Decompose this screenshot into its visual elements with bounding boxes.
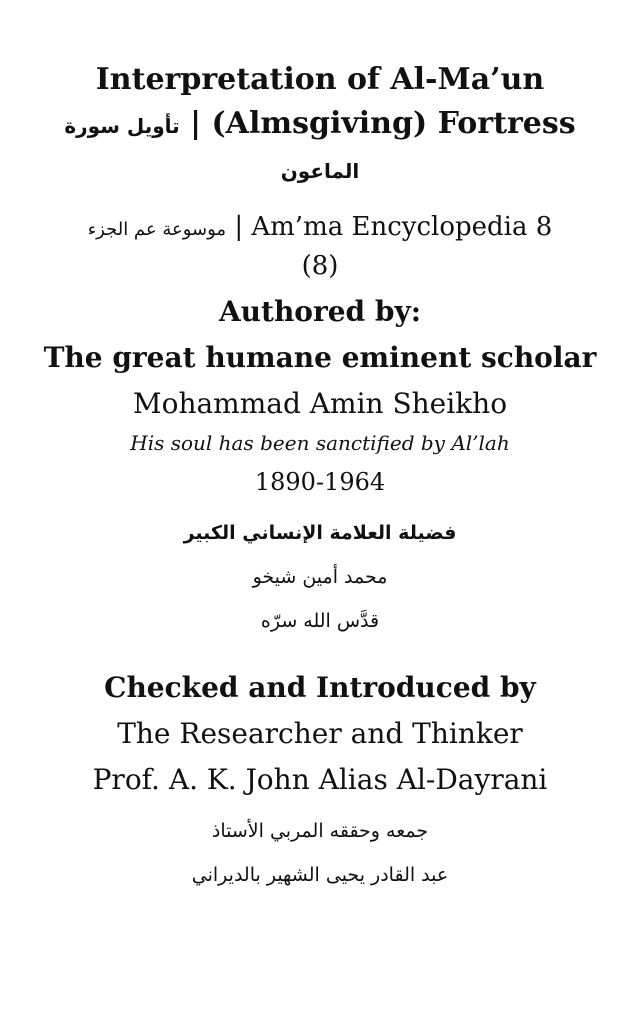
editor-name-arabic: عبد القادر يحيى الشهير بالديراني — [191, 864, 449, 886]
editor-role-arabic: جمعه وحققه المربي الأستاذ — [211, 820, 429, 842]
author-heading: Authored by: — [218, 295, 422, 328]
author-name: Mohammad Amin Sheikho — [132, 387, 508, 420]
series-number: (8) — [301, 251, 339, 281]
series-arabic: موسوعة عم الجزء — [87, 219, 227, 240]
editor-heading: Checked and Introduced by — [104, 671, 536, 704]
title-separator: | — [179, 106, 212, 141]
author-blessing: His soul has been sanctified by Al’lah — [130, 431, 510, 455]
author-years: 1890-1964 — [254, 468, 386, 496]
author-epithet: The great humane eminent scholar — [43, 341, 597, 374]
author-blessing-arabic: قدَّس الله سرّه — [260, 610, 380, 632]
book-title-arabic: تأويل سورة — [64, 114, 180, 138]
series-separator: | — [226, 212, 252, 242]
book-title-subtitle: (Almsgiving) Fortress — [211, 106, 576, 141]
editor-name: Prof. A. K. John Alias Al-Dayrani — [92, 763, 548, 796]
editor-role: The Researcher and Thinker — [117, 717, 523, 750]
series-english: Am’ma Encyclopedia 8 — [251, 212, 553, 242]
author-name-arabic: محمد أمين شيخو — [252, 566, 388, 588]
book-title-line-2 — [24, 102, 616, 148]
book-title-arabic-surah: الماعون — [280, 159, 360, 183]
book-title: Interpretation of Al-Ma’un — [95, 62, 545, 97]
author-epithet-arabic: فضيلة العلامة الإنساني الكبير — [183, 522, 457, 544]
